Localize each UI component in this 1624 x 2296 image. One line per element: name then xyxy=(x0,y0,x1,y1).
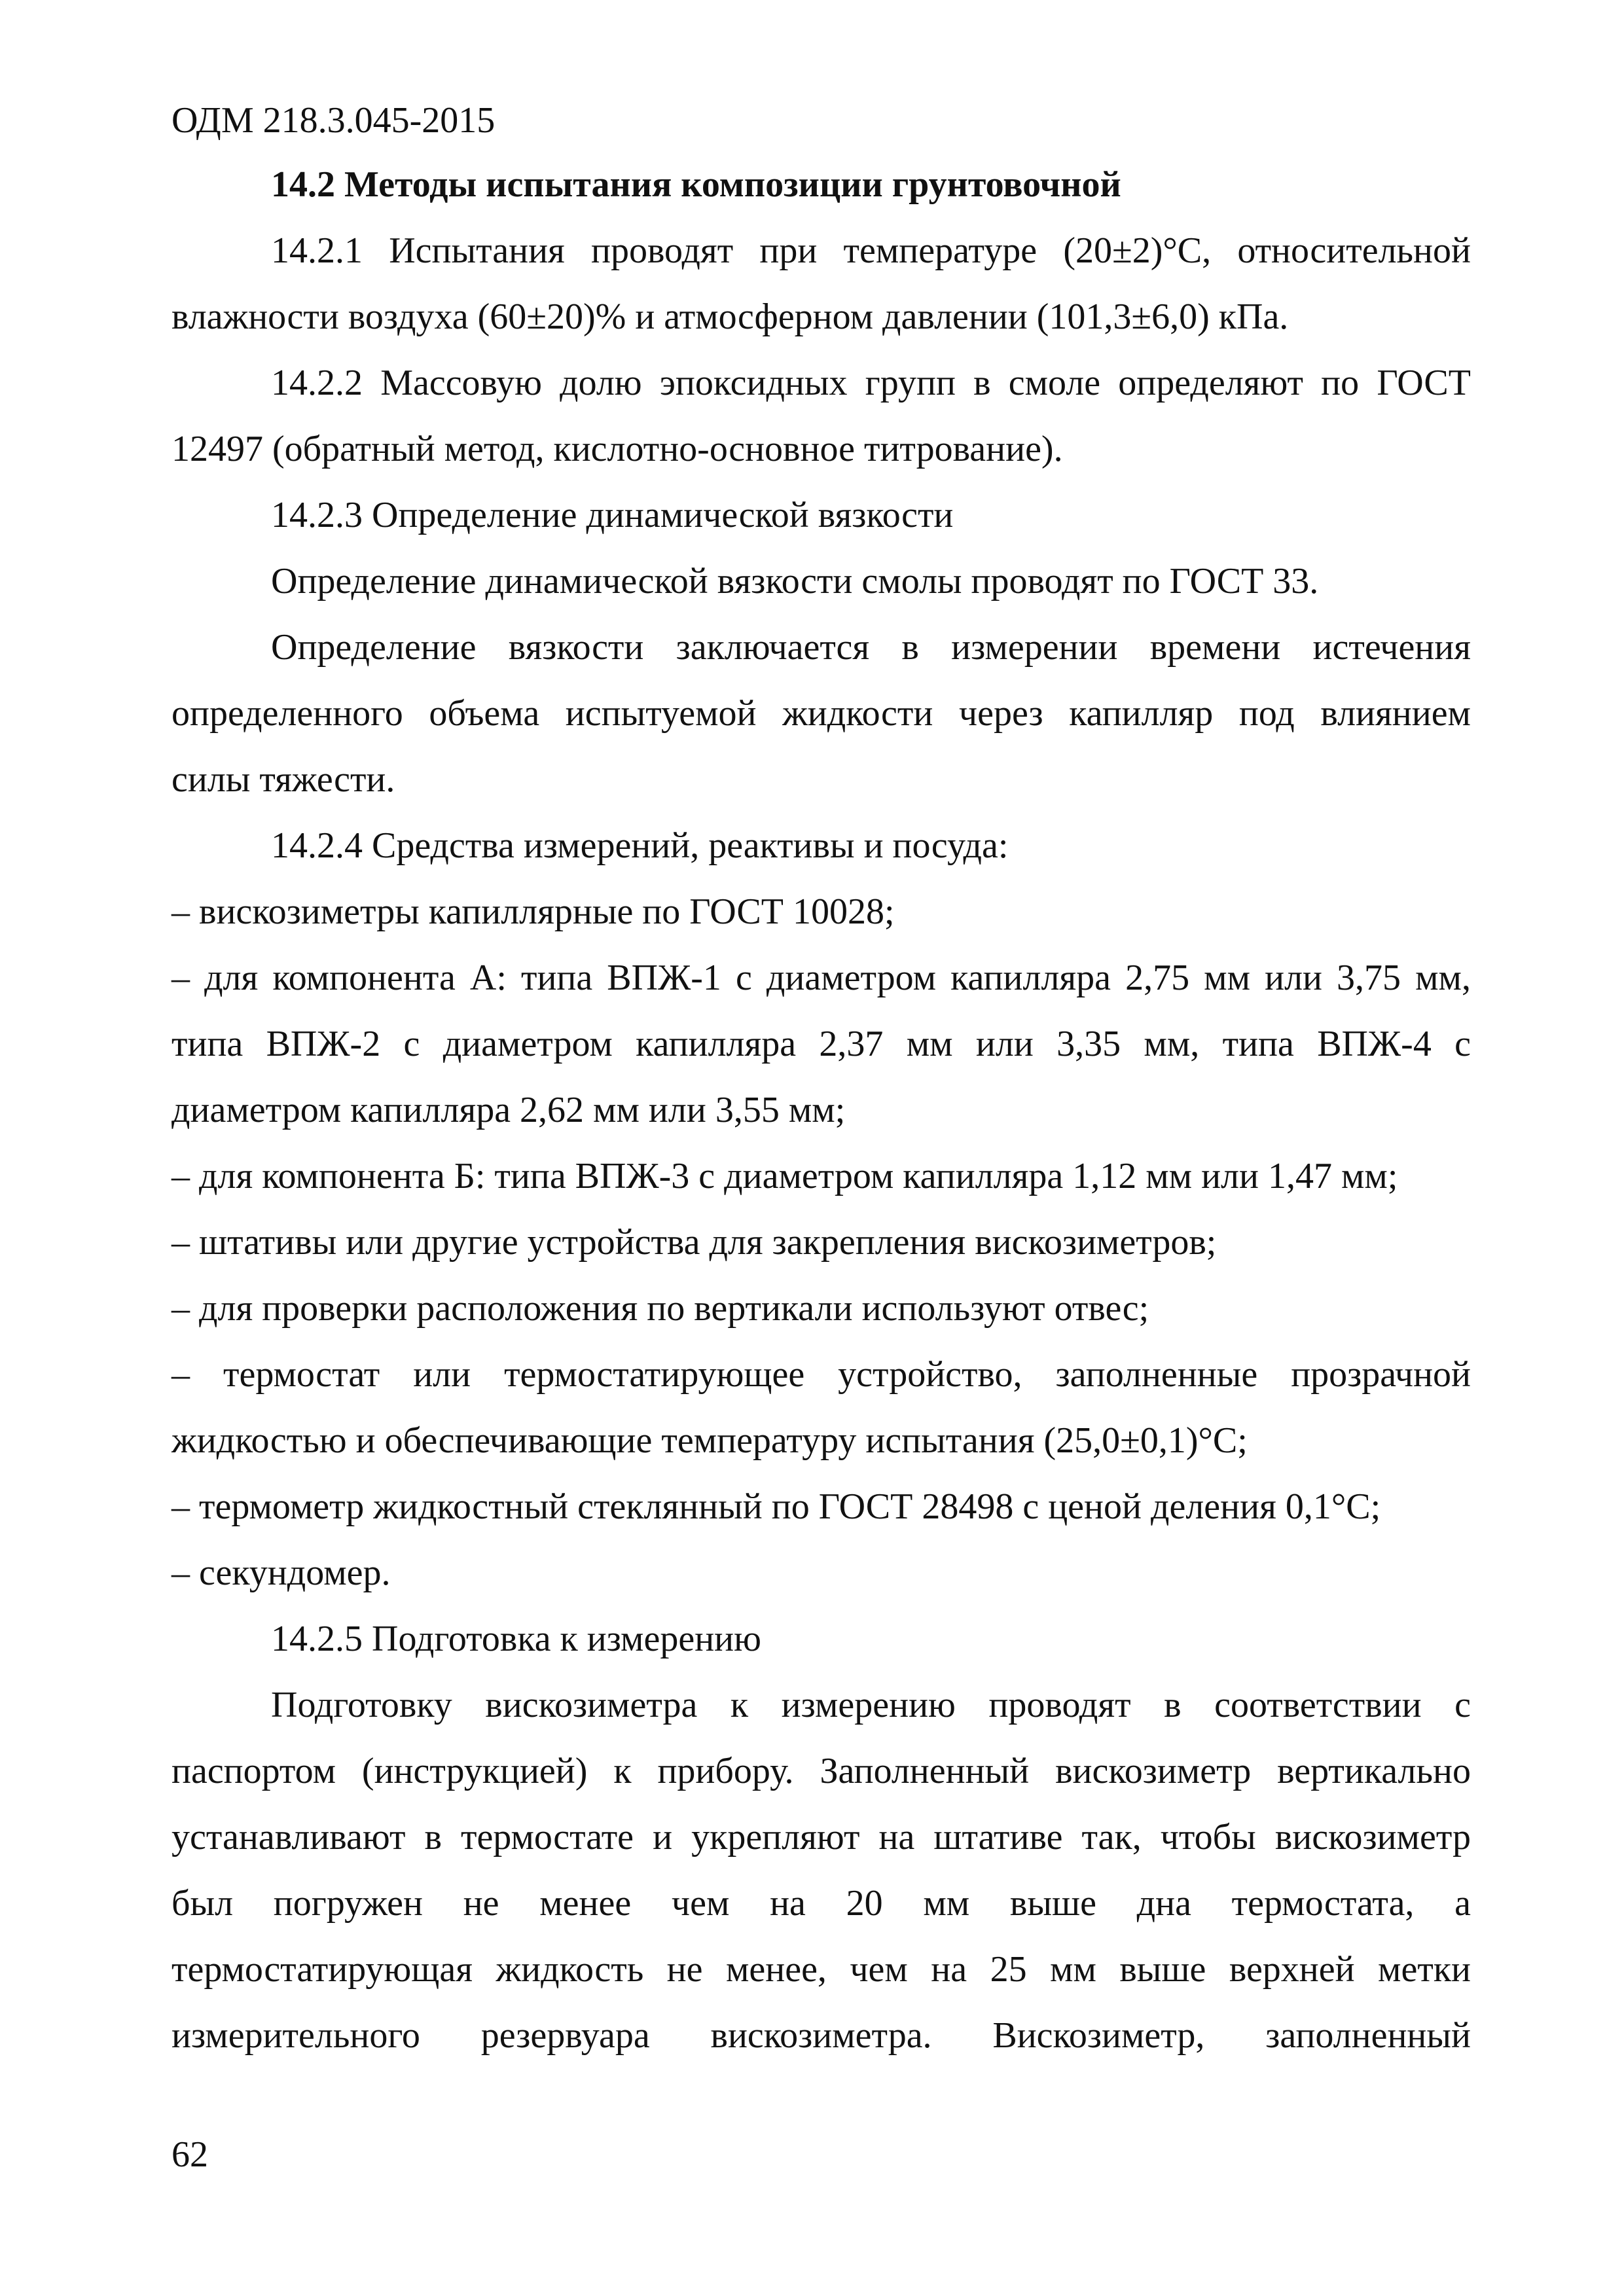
list-item: – секундомер. xyxy=(171,1552,391,1593)
paragraph-line: Определение вязкости заключается в измерении времени истечения xyxy=(271,627,1471,668)
paragraph-line: устанавливают в термостате и укрепляют на штативе так, чтобы вискозиметр xyxy=(171,1817,1471,1857)
list-item-continuation: жидкостью и обеспечивающие температуру испытания (25,0±0,1)°С; xyxy=(171,1420,1248,1461)
subsection-heading: 14.2.5 Подготовка к измерению xyxy=(271,1619,761,1659)
list-item-continuation: диаметром капилляра 2,62 мм или 3,55 мм; xyxy=(171,1090,846,1130)
paragraph-line: паспортом (инструкцией) к прибору. Заполненный вискозиметр вертикально xyxy=(171,1751,1471,1791)
page-body xyxy=(171,152,1471,2069)
list-item-continuation: типа ВПЖ-2 с диаметром капилляра 2,37 мм или 3,35 мм, типа ВПЖ-4 с xyxy=(171,1024,1471,1064)
list-item: – термометр жидкостный стеклянный по ГОСТ 28498 с ценой деления 0,1°С; xyxy=(171,1486,1381,1527)
page-number: 62 xyxy=(171,2134,208,2175)
paragraph-line: термостатирующая жидкость не менее, чем на 25 мм выше верхней метки xyxy=(171,1949,1471,1990)
subsection-heading: 14.2.3 Определение динамической вязкости xyxy=(271,495,954,535)
list-item: – вискозиметры капиллярные по ГОСТ 10028; xyxy=(171,891,895,932)
list-item: – термостат или термостатирующее устройство, заполненные прозрачной xyxy=(171,1354,1471,1395)
list-item: – для компонента Б: типа ВПЖ-3 с диаметром капилляра 1,12 мм или 1,47 мм; xyxy=(171,1156,1398,1196)
paragraph-line: определенного объема испытуемой жидкости через капилляр под влиянием xyxy=(171,693,1471,734)
paragraph-line: 14.2.2 Массовую долю эпоксидных групп в смоле определяют по ГОСТ xyxy=(271,363,1471,403)
paragraph-line: 14.2.1 Испытания проводят при температуре (20±2)°С, относительной xyxy=(271,230,1471,271)
document-code: ОДМ 218.3.045-2015 xyxy=(171,100,496,141)
paragraph-line: силы тяжести. xyxy=(171,759,395,800)
list-item: – штативы или другие устройства для закрепления вискозиметров; xyxy=(171,1222,1217,1263)
paragraph-line: Подготовку вискозиметра к измерению проводят в соответствии с xyxy=(271,1685,1471,1725)
paragraph-line: 12497 (обратный метод, кислотно-основное титрование). xyxy=(171,429,1063,469)
paragraph-line: был погружен не менее чем на 20 мм выше дна термостата, а xyxy=(171,1883,1471,1924)
subsection-heading: 14.2.4 Средства измерений, реактивы и посуда: xyxy=(271,825,1009,866)
paragraph-line: влажности воздуха (60±20)% и атмосферном давлении (101,3±6,0) кПа. xyxy=(171,296,1289,337)
list-item: – для компонента А: типа ВПЖ-1 с диаметром капилляра 2,75 мм или 3,75 мм, xyxy=(171,958,1471,998)
list-item: – для проверки расположения по вертикали используют отвес; xyxy=(171,1288,1149,1329)
paragraph-line: измерительного резервуара вискозиметра. Вискозиметр, заполненный xyxy=(171,2015,1471,2056)
section-heading: 14.2 Методы испытания композиции грунтовочной xyxy=(271,164,1121,205)
paragraph-line: Определение динамической вязкости смолы проводят по ГОСТ 33. xyxy=(271,561,1319,601)
